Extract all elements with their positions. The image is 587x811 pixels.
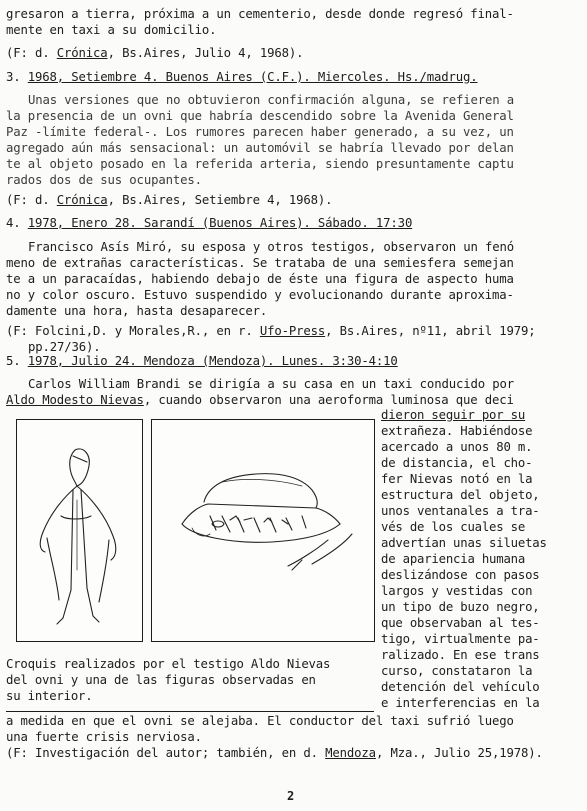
side-text-line: detención del vehículo [381,680,540,694]
body-line: te a un paracaídas, habiendo debajo de éste una figura de aspecto huma [6,272,514,286]
side-text-line: fer Nievas notó en la [381,472,533,486]
source-line: (F: Folcini,D. y Morales,R., en r. Ufo-Press, Bs.Aires, nº11, abril 1979; [6,324,536,338]
side-text-line: un tipo de buzo negro, [381,600,540,614]
sketch-caption-line: su interior. [6,689,93,703]
side-text-line: e interferencias en la [381,696,540,710]
body-line: a medida en que el ovni se alejaba. El conductor del taxi sufrió luego [6,714,514,728]
side-text-line: unos ventanales a tra- [381,504,540,518]
source-line: (F: d. Crónica, Bs.Aires, Setiembre 4, 1968). [6,193,333,207]
intro-line-2: mente en taxi a su domicilio. [6,23,217,37]
body-line: Unas versiones que no obtuvieron confirmación alguna, se refieren a [28,93,514,107]
body-line: meno de extrañas características. Se trataba de una semiesfera semejan [6,256,514,270]
source-line: (F: d. Crónica, Bs.Aires, Julio 4, 1968). [6,46,304,60]
intro-line-1: gresaron a tierra, próxima a un cementerio, desde donde regresó final- [6,7,514,21]
body-line: Carlos William Brandi se dirigía a su casa en un taxi conducido por [28,377,514,391]
side-text-line: que observaban al tes- [381,616,540,630]
figure-drawing [17,420,142,641]
case-4-heading: 4. 1978, Enero 28. Sarandí (Buenos Aires). Sábado. 17:30 [6,216,413,230]
side-text-line: tigo, virtualmente pa- [381,632,540,646]
case-5-heading: 5. 1978, Julio 24. Mendoza (Mendoza). Lunes. 3:30-4:10 [6,354,398,368]
source-line-cont: pp.27/36). [28,340,101,354]
side-text-line: acercado a unos 80 m. [381,440,533,454]
side-text-line: estructura del objeto, [381,488,540,502]
body-line: la presencia de un ovni que habría descendido sobre la Avenida General [6,109,514,123]
body-line: damente una hora, hasta desaparecer. [6,304,268,318]
side-text-line: deslizándose con pasos [381,568,540,582]
sketch-caption-line: Croquis realizados por el testigo Aldo Nievas [6,657,331,671]
ovni-drawing [152,420,374,641]
side-text-line: de apariencia humana [381,552,526,566]
side-text-line: de distancia, el cho- [381,456,533,470]
divider [6,711,374,712]
body-line: no y color oscuro. Estuvo suspendido y evolucionando durante aproxima- [6,288,514,302]
side-text-line: extrañeza. Habiéndose [381,424,533,438]
side-text-line: dieron seguir por su [381,408,526,422]
body-line: agregado aún más sensacional: un automóvil se habría llevado por delan [6,141,514,155]
side-text-line: curso, constataron la [381,664,533,678]
body-line: una fuerte crisis nerviosa. [6,730,202,744]
side-text-line: ralizado. En ese trans [381,648,540,662]
side-text-line: advertían unas siluetas [381,536,547,550]
sketch-ovni [151,419,375,642]
side-text-line: vés de los cuales se [381,520,526,534]
sketch-figure [16,419,143,642]
body-line: rados dos de sus ocupantes. [6,173,202,187]
sketch-caption-line: del ovni y una de las figuras observadas en [6,673,316,687]
source-line: (F: Investigación del autor; también, en d. Mendoza, Mza., Julio 25,1978). [6,746,543,760]
page-number: 2 [287,789,295,803]
case-3-heading: 3. 1968, Setiembre 4. Buenos Aires (C.F.). Miercoles. Hs./madrug. [6,70,478,84]
side-text-line: largos y vestidas con [381,584,533,598]
body-line: Aldo Modesto Nievas, cuando observaron una aeroforma luminosa que deci [6,393,514,407]
body-line: te al objeto posado en la referida arteria, siendo presuntamente captu [6,157,514,171]
body-line: Francisco Asís Miró, su esposa y otros testigos, observaron un fenó [28,240,514,254]
body-line: Paz -límite federal-. Los rumores parecen haber generado, a su vez, un [6,125,514,139]
